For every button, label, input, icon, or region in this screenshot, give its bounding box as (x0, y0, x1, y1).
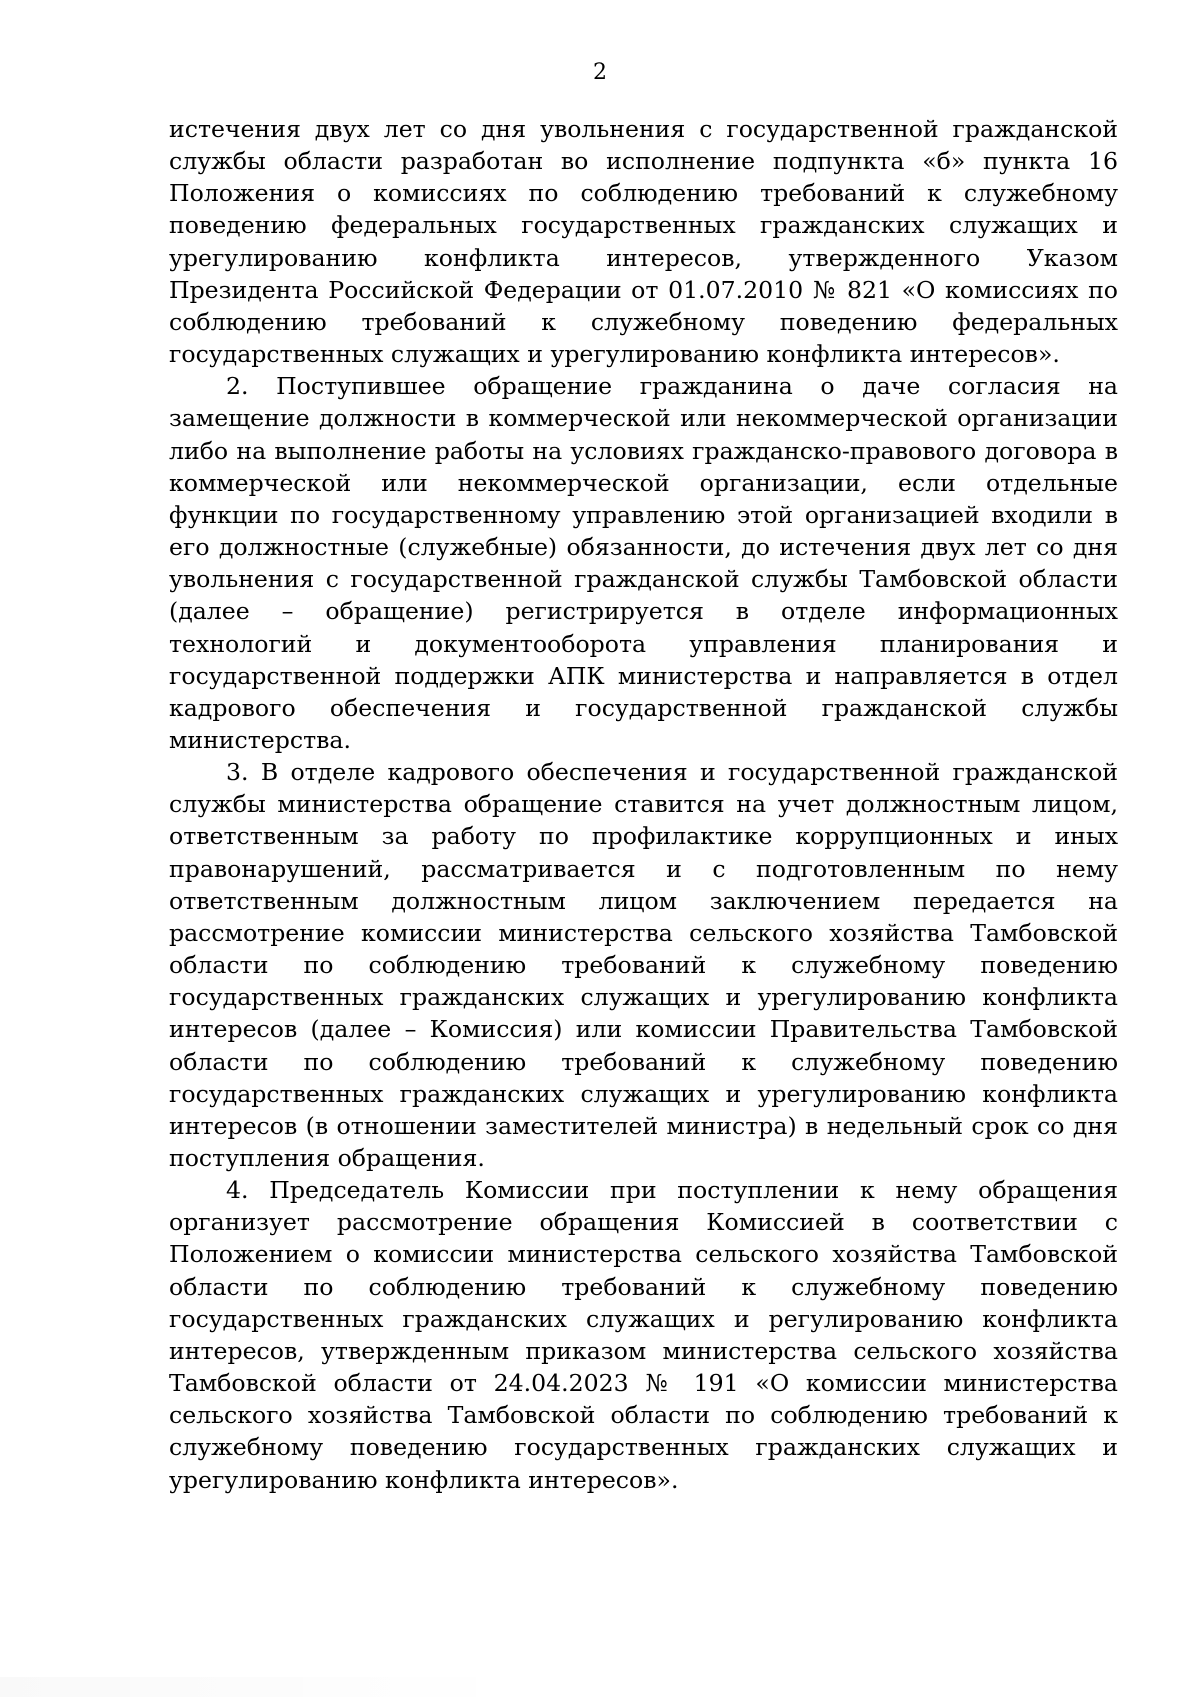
paragraph-item-2: 2. Поступившее обращение гражданина о даче согласия на замещение должности в коммерческой или некоммерческой организации либо на выполнение работы на условиях гражданско-правового договора в коммерческой или некоммерческой организации, если отдельные функции по государственному управлению этой организацией входили в его должностные (служебные) обязанности, до истечения двух лет со дня увольнения с государственной гражданской службы Тамбовской области (далее – обращение) регистрируется в отделе информационных технологий и документооборота управления планирования и государственной поддержки АПК министерства и направляется в отдел кадрового обеспечения и государственной гражданской службы министерства. (169, 372, 1118, 754)
paragraph-continuation: истечения двух лет со дня увольнения с государственной гражданской службы области разработан во исполнение подпункта «б» пункта 16 Положения о комиссиях по соблюдению требований к служебному поведению федеральных государственных гражданских служащих и урегулированию конфликта интересов, утвержденного Указом Президента Российской Федерации от 01.07.2010 № 821 «О комиссиях по соблюдению требований к служебному поведению федеральных государственных служащих и урегулированию конфликта интересов». (169, 115, 1118, 369)
scan-edge-artifact (0, 1677, 520, 1697)
page-number: 2 (593, 60, 607, 85)
paragraph-item-3: 3. В отделе кадрового обеспечения и государственной гражданской службы министерства обращение ставится на учет должностным лицом, ответственным за работу по профилактике коррупционных и иных правонарушений, рассматривается и с подготовленным по нему ответственным должностным лицом заключением передается на рассмотрение комиссии министерства сельского хозяйства Тамбовской области по соблюдению требований к служебному поведению государственных гражданских служащих и урегулированию конфликта интересов (далее – Комиссия) или комиссии Правительства Тамбовской области по соблюдению требований к служебному поведению государственных гражданских служащих и урегулированию конфликта интересов (в отношении заместителей министра) в недельный срок со дня поступления обращения. (169, 758, 1118, 1172)
document-body (169, 113, 1118, 1496)
paragraph-item-4: 4. Председатель Комиссии при поступлении к нему обращения организует рассмотрение обращения Комиссией в соответствии с Положением о комиссии министерства сельского хозяйства Тамбовской области по соблюдению требований к служебному поведению государственных гражданских служащих и регулированию конфликта интересов, утвержденным приказом министерства сельского хозяйства Тамбовской области от 24.04.2023 № 191 «О комиссии министерства сельского хозяйства Тамбовской области по соблюдению требований к служебному поведению государственных гражданских служащих и урегулированию конфликта интересов». (169, 1176, 1118, 1494)
